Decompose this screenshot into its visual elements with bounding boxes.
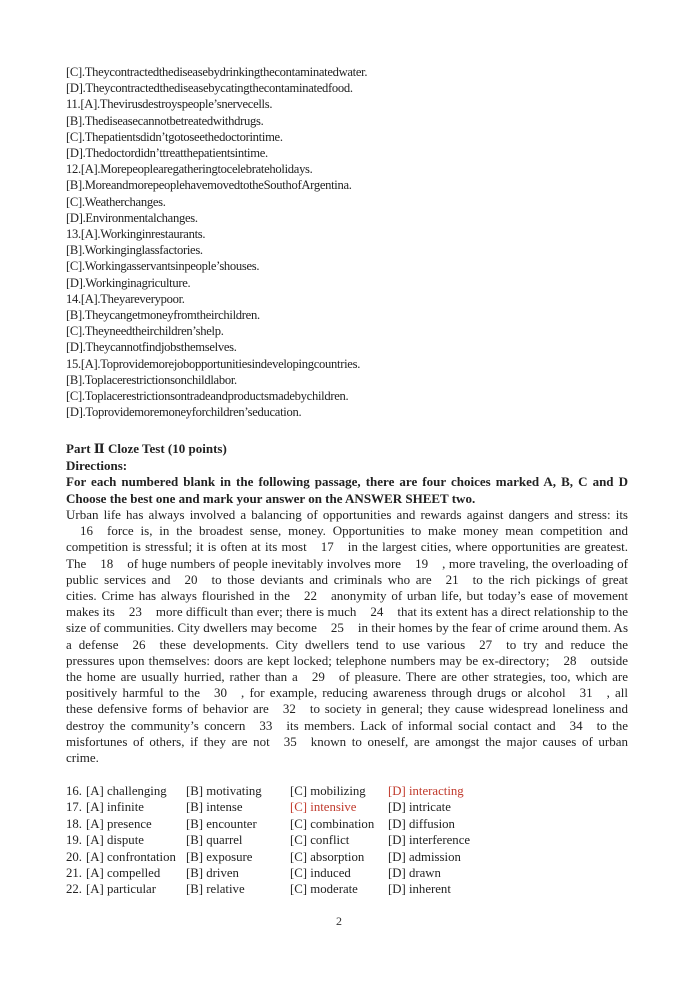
section-title: Part Ⅱ Cloze Test (10 points) (66, 441, 227, 456)
choice-b: [B] encounter (186, 816, 257, 831)
choice-d: [D] admission (388, 849, 461, 864)
passage-text: to society in general; they cause widespread loneliness and destroy the community’s concern (66, 701, 629, 733)
passage-text: , for example, reducing awareness through drugs or alcohol (241, 685, 566, 701)
choice-a: [A] confrontation (86, 849, 176, 864)
option-line: [D].Environmentalchanges. (66, 210, 198, 225)
choice-c: [C] absorption (290, 849, 365, 864)
page-number: 2 (336, 914, 342, 928)
option-line: 12.[A].Morepeoplearegatheringtocelebrateholidays. (66, 162, 313, 177)
blank-number: 19 (415, 555, 429, 571)
cloze-passage (66, 507, 628, 766)
blank-number: 31 (579, 685, 593, 701)
question-number: 20. (66, 849, 82, 864)
option-line: [D].Toprovidemoremoneyforchildren’seducation. (66, 405, 302, 420)
blank-number: 22 (303, 588, 317, 604)
part-2-cloze-section (66, 441, 628, 766)
option-line: [D].Thedoctordidn’ttreatthepatientsintime. (66, 146, 268, 161)
choice-a: [A] infinite (86, 800, 144, 815)
blank-number: 23 (128, 604, 142, 620)
choice-row (66, 881, 626, 897)
option-line: [C].Weatherchanges. (66, 194, 166, 209)
blank-number: 20 (184, 571, 198, 587)
option-line: [C].Workingasservantsinpeople’shouses. (66, 259, 260, 274)
choice-c: [C] conflict (290, 833, 350, 848)
choice-c: [C] moderate (290, 882, 358, 897)
option-line: [D].Theycannotfindjobsthemselves. (66, 340, 237, 355)
option-line: 14.[A].Theyareverypoor. (66, 291, 185, 306)
passage-text: , more traveling, the overloading of public services and (66, 555, 628, 587)
choice-d: [D] interacting (388, 784, 464, 798)
directions-text: For each numbered blank in the following passage, there are four choices marked A, B, C and D Choose the best one and mark your answer on the ANSWER SHEET two. (66, 474, 628, 506)
choice-a: [A] particular (86, 882, 156, 897)
blank-number: 27 (479, 636, 493, 652)
option-line: [B].MoreandmorepeoplehavemovedtotheSouthofArgentina. (66, 178, 352, 193)
blank-number: 17 (320, 539, 334, 555)
choice-b: [B] motivating (186, 784, 262, 798)
choice-d: [D] diffusion (388, 816, 455, 831)
passage-text: in their homes by the fear of crime around them. As a defense (66, 620, 629, 652)
choice-row (66, 816, 626, 832)
blank-number: 16 (80, 523, 93, 539)
previous-questions-options (66, 64, 626, 420)
choice-a: [A] compelled (86, 866, 161, 881)
choice-d: [D] inherent (388, 882, 451, 897)
blank-number: 34 (569, 717, 583, 733)
option-line: [C].Thepatientsdidn’tgotoseethedoctorintime. (66, 129, 283, 144)
option-line: 13.[A].Workinginrestaurants. (66, 227, 206, 242)
option-line: [C].Theycontractedthediseasebydrinkingthecontaminatedwater. (66, 65, 368, 79)
choice-a: [A] challenging (86, 784, 167, 798)
option-line: 15.[A].Toprovidemorejobopportunitiesindevelopingcountries. (66, 356, 361, 371)
choice-c: [C] mobilizing (290, 784, 366, 798)
passage-text: force is, in the broadest sense, money. Opportunities to make money mean competition and competition is stressful; it is often at its most (66, 523, 628, 555)
choice-row (66, 832, 626, 848)
choice-c: [C] induced (290, 866, 351, 881)
choice-a: [A] dispute (86, 833, 144, 848)
question-number: 21. (66, 866, 82, 881)
passage-text: outside the home are usually hurried, rather than a (66, 652, 628, 685)
passage-text: to those deviants and criminals who are (211, 571, 432, 587)
directions-label: Directions: (66, 457, 128, 473)
choice-row (66, 799, 626, 815)
passage-text: anonymity of urban life, but today’s ease of movement makes its (66, 588, 628, 620)
blank-number: 18 (100, 555, 114, 571)
passage-text: these developments. City dwellers tend to use various (159, 636, 466, 652)
passage-text: of pleasure. There are other strategies, too, which are positively harmful to the (66, 669, 629, 701)
question-number: 19. (66, 833, 82, 848)
passage-text: to the misfortunes of others, if they are not (66, 717, 628, 749)
choice-b: [B] intense (186, 800, 243, 815)
passage-text: of huge numbers of people inevitably involves more (127, 555, 402, 571)
passage-text: , all these defensive forms of behavior are (66, 685, 628, 717)
blank-number: 26 (132, 636, 146, 652)
option-line: [B].Thediseasecannotbetreatedwithdrugs. (66, 113, 264, 128)
passage-text: to the rich pickings of great cities. Crime has always flourished in the (66, 571, 628, 604)
question-number: 17. (66, 800, 82, 815)
choice-d: [D] drawn (388, 866, 441, 881)
passage-text: that its extent has a direct relationship to the size of communities. City dwellers may become (66, 604, 629, 636)
question-number: 22. (66, 882, 82, 897)
option-line: [B].Theycangetmoneyfromtheirchildren. (66, 308, 260, 323)
choice-b: [B] driven (186, 866, 239, 881)
choice-row (66, 849, 626, 865)
passage-text: Urban life has always involved a balancing of opportunities and rewards against dangers and stress: its (66, 507, 628, 522)
choice-d: [D] interference (388, 833, 471, 848)
option-line: [C].Theyneedtheirchildren’shelp. (66, 324, 224, 339)
choice-b: [B] relative (186, 882, 245, 897)
answer-choices (66, 783, 626, 898)
question-number: 18. (66, 816, 82, 831)
blank-number: 21 (445, 571, 459, 587)
choice-c: [C] combination (290, 816, 375, 831)
option-line: [D].Workinginagriculture. (66, 275, 191, 290)
option-line: [B].Toplacerestrictionsonchildlabor. (66, 372, 237, 387)
blank-number: 32 (282, 701, 296, 717)
option-line: [D].Theycontractedthediseasebycatingthecontaminatedfood. (66, 81, 353, 96)
question-number: 16. (66, 784, 82, 798)
choice-a: [A] presence (86, 816, 152, 831)
choice-b: [B] quarrel (186, 833, 243, 848)
blank-number: 29 (311, 669, 325, 685)
passage-text: its members. Lack of informal social contact and (286, 717, 556, 733)
blank-number: 25 (330, 620, 344, 636)
passage-text: in the largest cities, where opportunities are greatest. The (66, 539, 629, 571)
option-line: [C].Toplacerestrictionsontradeandproductsmadebychildren. (66, 389, 349, 404)
blank-number: 24 (370, 604, 384, 620)
choice-d: [D] intricate (388, 800, 451, 815)
blank-number: 33 (259, 717, 273, 733)
passage-text: more difficult than ever; there is much (155, 604, 357, 620)
blank-number: 28 (563, 652, 577, 668)
passage-text: to try and reduce the pressures upon themselves: doors are kept locked; telephone numbers may be ex-directory; (66, 636, 628, 668)
choice-row (66, 865, 626, 881)
blank-number: 35 (283, 733, 297, 749)
passage-text: known to oneself, are amongst the major causes of urban crime. (66, 733, 628, 766)
blank-number: 30 (214, 685, 227, 701)
choice-b: [B] exposure (186, 849, 253, 864)
choice-c: [C] intensive (290, 800, 357, 815)
option-line: 11.[A].Thevirusdestroyspeople’snervecells. (66, 97, 273, 112)
option-line: [B].Workinginglassfactories. (66, 243, 203, 258)
choice-row (66, 783, 626, 799)
